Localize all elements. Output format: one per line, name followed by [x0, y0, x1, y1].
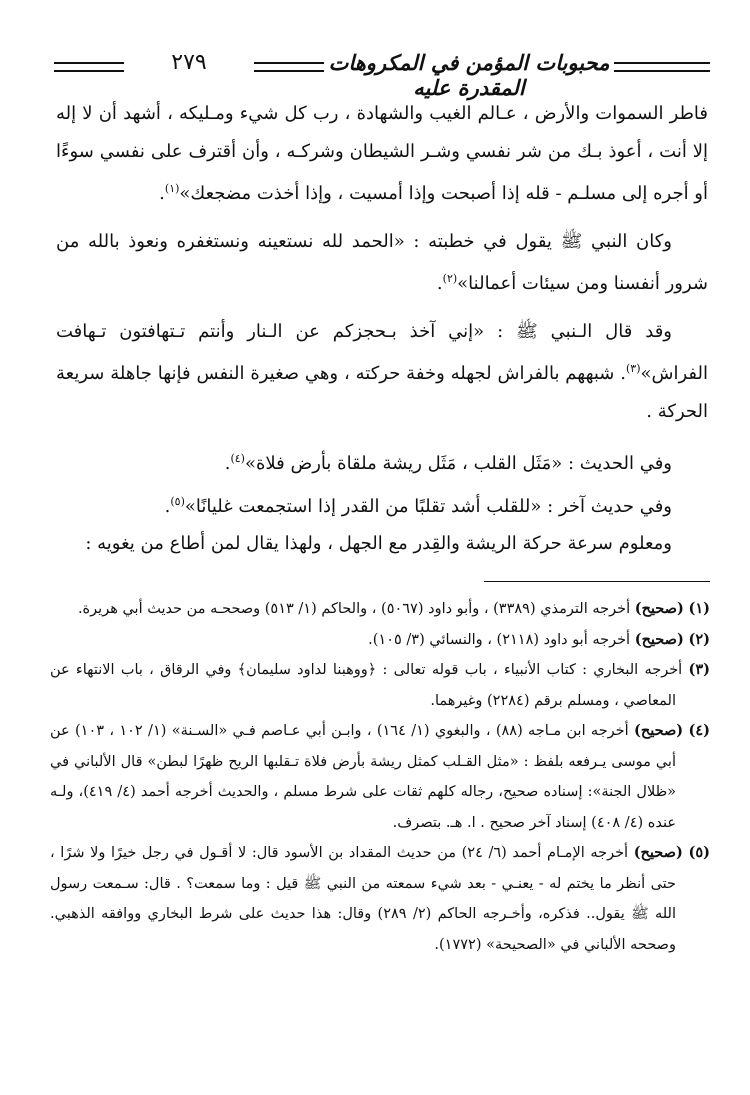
footnote-ref-3: (٣): [625, 362, 641, 375]
running-title: محبوبات المؤمن في المكروهات المقدرة عليه: [328, 50, 610, 100]
paragraph-3-text-b: . شبههم بالفراش لجهله وخفة حركته ، وهي صغيرة النفس فإنها جاهلة سريعة الحركة .: [56, 363, 708, 422]
footnote-number: (٤): [688, 722, 710, 739]
paragraph-4: وفي الحديث : «مَثَل القلب ، مَثَل ريشة ملقاة بأرض فلاة»$^{(٤)}$.: [224, 452, 672, 474]
footnote-ref-4: (٤): [230, 452, 245, 465]
paragraph-3-text-a: وقد قال الـنبي ﷺ : «إني آخذ بـحجزكم عن الـنار وأنتم تـتهافتون تـهافت الفراش»: [56, 320, 708, 384]
footnote-5: [50, 838, 710, 960]
paragraph-2: وكان النبي ﷺ يقول في خطبته : «الحمد لله نستعينه ونستغفره ونعوذ بالله من شرور أنفسنا ومن سيئات أعمالنا»$^{(٢)}$.: [56, 230, 708, 294]
paragraph-1-text: فاطر السموات والأرض ، عـالم الغيب والشهادة ، رب كل شيء ومـليكه ، أشهد أن لا إله إلا أنت ، أعوذ بـك من شر نفسي وشـر الشيطان وشركـه ، وأن أقترف على نفسي سوءًا أو أجره إلى مسلـم - قله إذا أصبحت وإذا أمسيت ، وإذا أخذت مضجعك»: [56, 103, 708, 204]
footnote-number: (٥): [688, 844, 710, 861]
footnotes: [50, 594, 710, 960]
paragraph-5: وفي حديث آخر : «للقلب أشد تقلبًا من القدر إذا استجمعت غليانًا»$^{(٥)}$.: [164, 494, 672, 517]
paragraph-3: [56, 313, 708, 431]
paragraph-2-text: وكان النبي ﷺ يقول في خطبته : «الحمد لله نستعينه ونستغفره ونعوذ بالله من شرور أنفسنا ومن سيئات أعمالنا»: [56, 230, 708, 294]
footnote-label: (صحيح): [633, 844, 683, 861]
page-number: ٢٧٩: [171, 50, 207, 75]
header-rule-middle: [254, 62, 324, 72]
footnote-text: أخرجه أبو داود (٢١١٨) ، والنسائي (٣/ ١٠٥).: [368, 631, 635, 648]
footnote-text: أخرجه ابن مـاجه (٨٨) ، والبغوي (١/ ١٦٤) ، وابـن أبي عـاصم فـي «السـنة» (١/ ١٠٢ ، ١٠٣) عن أبي موسى يـرفعه بلفظ : «مثل القـلب كمثل ريشة بأرض فلاة تـقلبها الريح ظهرًا لبطن» قال الألباني في «ظلال الجنة»: إسناده صحيح، رجاله كلهم ثقات على شرط مسلم ، والحديث أخرجه أحمد (٤/ ٤١٩)، ولـه عنده (٤/ ٤٠٨) إسناد آخر صحيح . ا. هـ. بتصرف.: [50, 723, 677, 831]
footnote-text: أخرجه الترمذي (٣٣٨٩) ، وأبو داود (٥٠٦٧) ، والحاكم (١/ ٥١٣) وصححـه من حديث أبي هريرة.: [77, 601, 635, 617]
footnote-label: (صحيح): [634, 630, 684, 648]
footnote-1: [50, 594, 710, 625]
footnote-number: (٢): [688, 630, 710, 648]
footnote-label: (صحيح): [634, 600, 684, 617]
page-header: [54, 50, 710, 100]
main-text: [56, 95, 708, 563]
footnote-ref-5: (٥): [170, 494, 185, 508]
footnote-divider: [484, 581, 710, 582]
footnote-text: أخرجه الإمـام أحمد (٦/ ٢٤) من حديث المقداد بن الأسود قال: لا أقـول في رجل خيرًا ولا شرًا ، حتى أنظر ما يختم له - يعنـي - بعد شيء سمعته من النبي ﷺ قيل : وما سمعت؟ . قال: سـمعت رسول الله ﷺ يقول.. فذكره، وأخـرجه الحاكم (٢/ ٢٨٩) وقال: هذا حديث على شرط البخاري ووافقه الذهبي. وصححه الألباني في «الصحيحة» (١٧٧٢).: [50, 845, 676, 953]
footnote-ref-2: (٢): [442, 272, 458, 285]
footnote-number: (١): [688, 600, 710, 617]
footnote-2: [50, 625, 710, 656]
footnote-number: (٣): [688, 661, 710, 678]
footnote-3: [50, 655, 710, 716]
footnote-text: أخرجه البخاري : كتاب الأنبياء ، باب قوله تعالى : ﴿ووهبنا لداود سليمان﴾ وفي الرقاق ، باب الانتهاء عن المعاصي ، ومسلم برقم (٢٢٨٤) وغيرهما.: [50, 662, 683, 709]
paragraph-5-text: وفي حديث آخر : «للقلب أشد تقلبًا من القدر إذا استجمعت غليانًا»: [184, 495, 672, 517]
paragraph-6: ومعلوم سرعة حركة الريشة والقِدر مع الجهل ، ولهذا يقال لمن أطاع من يغويه :: [85, 533, 672, 554]
paragraph-4-text: وفي الحديث : «مَثَل القلب ، مَثَل ريشة ملقاة بأرض فلاة»: [244, 453, 672, 474]
footnote-label: (صحيح): [633, 722, 684, 739]
header-rule-left: [54, 62, 124, 72]
header-rule-right: [614, 62, 710, 72]
footnote-4: [50, 716, 710, 838]
paragraph-1: فاطر السموات والأرض ، عـالم الغيب والشهادة ، رب كل شيء ومـليكه ، أشهد أن لا إله إلا أنت ، أعوذ بـك من شر نفسي وشـر الشيطان وشركـه ، وأن أقترف على نفسي سوءًا أو أجره إلى مسلـم - قله إذا أصبحت وإذا أمسيت ، وإذا أخذت مضجعك»$^{(١)}$.: [56, 103, 708, 204]
footnote-ref-1: (١): [164, 182, 180, 195]
